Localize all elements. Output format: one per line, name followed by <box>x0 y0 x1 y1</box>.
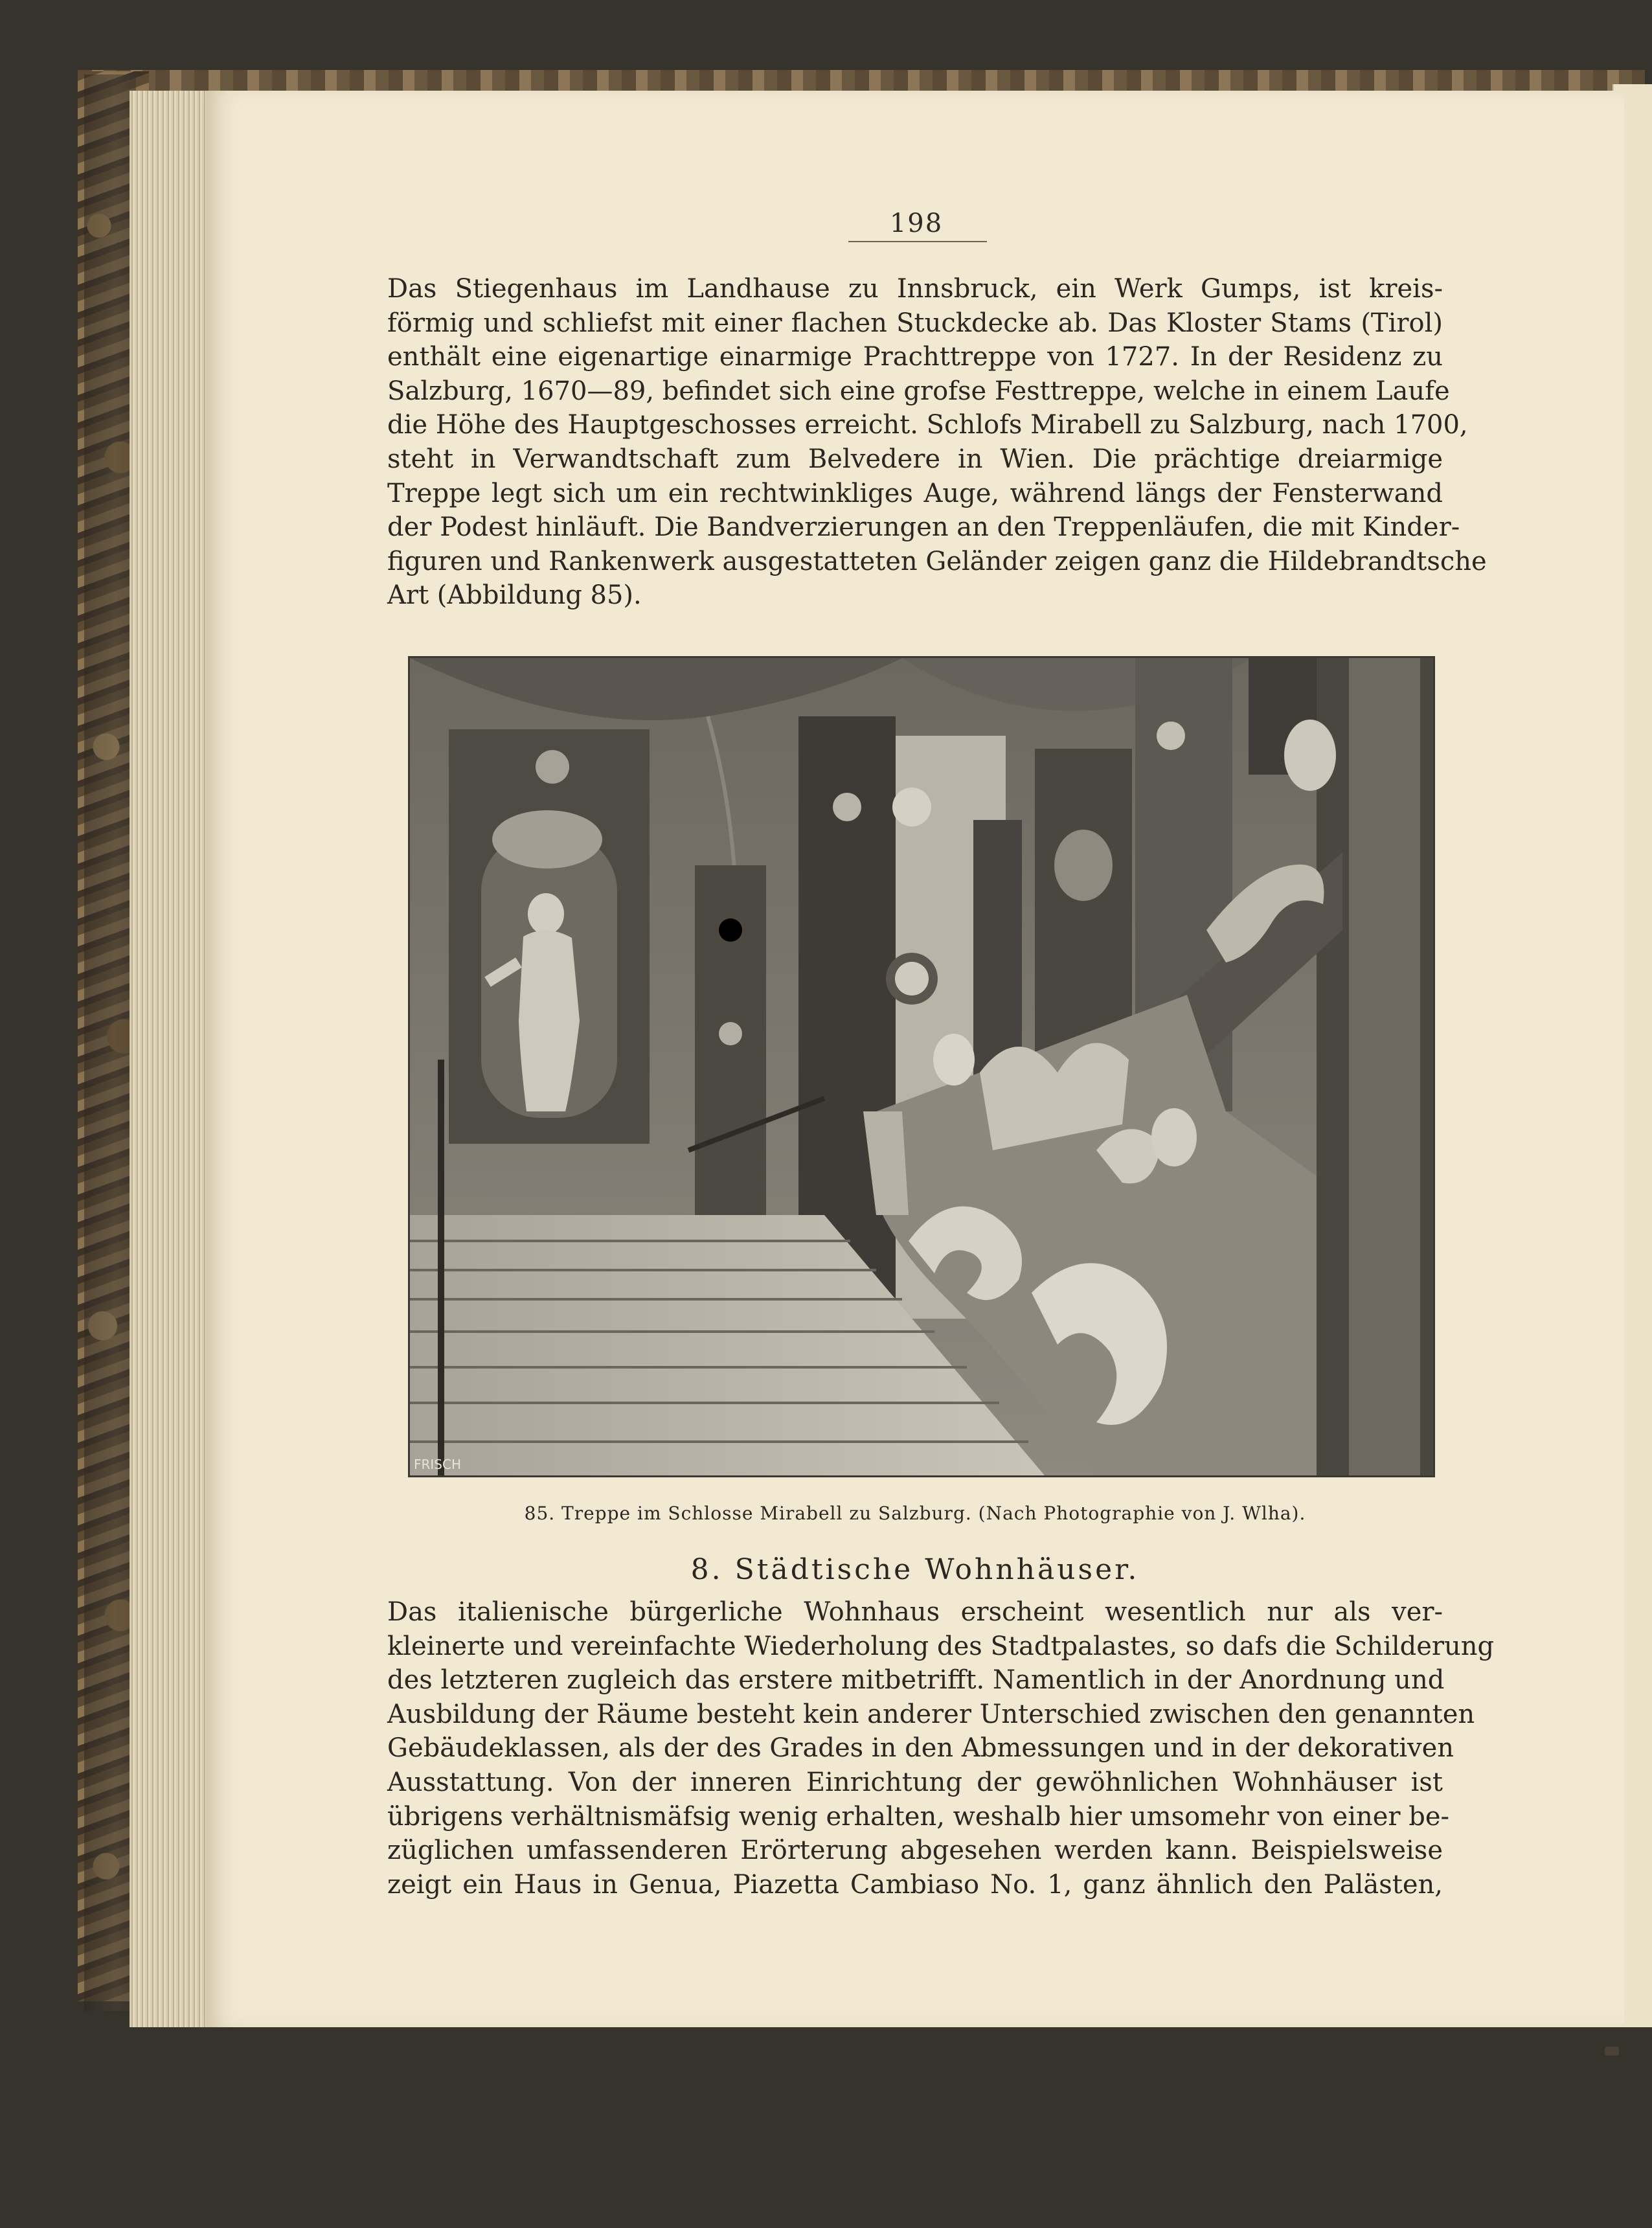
text-line: Treppe legt sich um ein rechtwinkliges Auge, während längs der Fensterwand <box>387 478 1443 508</box>
text-line: enthält eine eigenartige einarmige Prachttreppe von 1727. In der Residenz zu <box>387 342 1443 372</box>
page-number-rule <box>848 241 987 242</box>
page-number: 198 <box>889 209 944 238</box>
staircase-photograph <box>410 658 1433 1475</box>
text-line: kleinerte und vereinfachte Wiederholung des Stadtpalastes, so dafs die Schilderung <box>387 1631 1495 1661</box>
text-line: übrigens verhältnismäfsig wenig erhalten, weshalb hier umsomehr von einer be- <box>387 1801 1450 1832</box>
text-line: steht in Verwandtschaft zum Belvedere in Wien. Die prächtige dreiarmige <box>387 444 1443 474</box>
text-line: die Höhe des Hauptgeschosses erreicht. Schlofs Mirabell zu Salzburg, nach 1700, <box>387 410 1468 440</box>
text-line: zeigt ein Haus in Genua, Piazetta Cambiaso No. 1, ganz ähnlich den Palästen, <box>387 1869 1443 1900</box>
text-line: figuren und Rankenwerk ausgestatteten Geländer zeigen ganz die Hildebrandtsche <box>387 546 1487 576</box>
binding-thread-mark <box>1605 2047 1619 2056</box>
text-line: Ausbildung der Räume besteht kein anderer Unterschied zwischen den genannten <box>387 1699 1475 1729</box>
text-line: züglichen umfassenderen Erörterung abgesehen werden kann. Beispielsweise <box>387 1836 1443 1866</box>
text-line: der Podest hinläuft. Die Bandverzierungen an den Treppenläufen, die mit Kinder- <box>387 512 1460 543</box>
text-line: Das Stiegenhaus im Landhause zu Innsbruck, ein Werk Gumps, ist kreis- <box>387 274 1443 304</box>
text-line: Gebäudeklassen, als der des Grades in den Abmessungen und in der dekorativen <box>387 1733 1454 1764</box>
text-line: des letzteren zugleich das erstere mitbetrifft. Namentlich in der Anordnung und <box>387 1665 1445 1696</box>
text-line: förmig und schliefst mit einer flachen Stuckdecke ab. Das Kloster Stams (Tirol) <box>387 308 1443 338</box>
section-heading: 8. Städtische Wohnhäuser. <box>690 1553 1140 1586</box>
cover-edge <box>84 74 136 2011</box>
figure-staircase-photo <box>408 656 1435 1477</box>
text-line: Salzburg, 1670—89, befindet sich eine grofse Festtreppe, welche in einem Laufe <box>387 376 1450 406</box>
text-line: Das italienische bürgerliche Wohnhaus erscheint wesentlich nur als ver- <box>387 1597 1443 1627</box>
page-stack-edge <box>130 91 207 2027</box>
text-line: Art (Abbildung 85). <box>387 580 642 611</box>
paragraph-townhouses <box>387 1595 1495 1902</box>
photo-signature: FRISCH <box>414 1457 461 1472</box>
paragraph-stairwells <box>387 272 1487 613</box>
text-line: Ausstattung. Von der inneren Einrichtung der gewöhnlichen Wohnhäuser ist <box>387 1767 1443 1797</box>
figure-caption: 85. Treppe im Schlosse Mirabell zu Salzburg. (Nach Photographie von J. Wlha). <box>524 1503 1306 1524</box>
